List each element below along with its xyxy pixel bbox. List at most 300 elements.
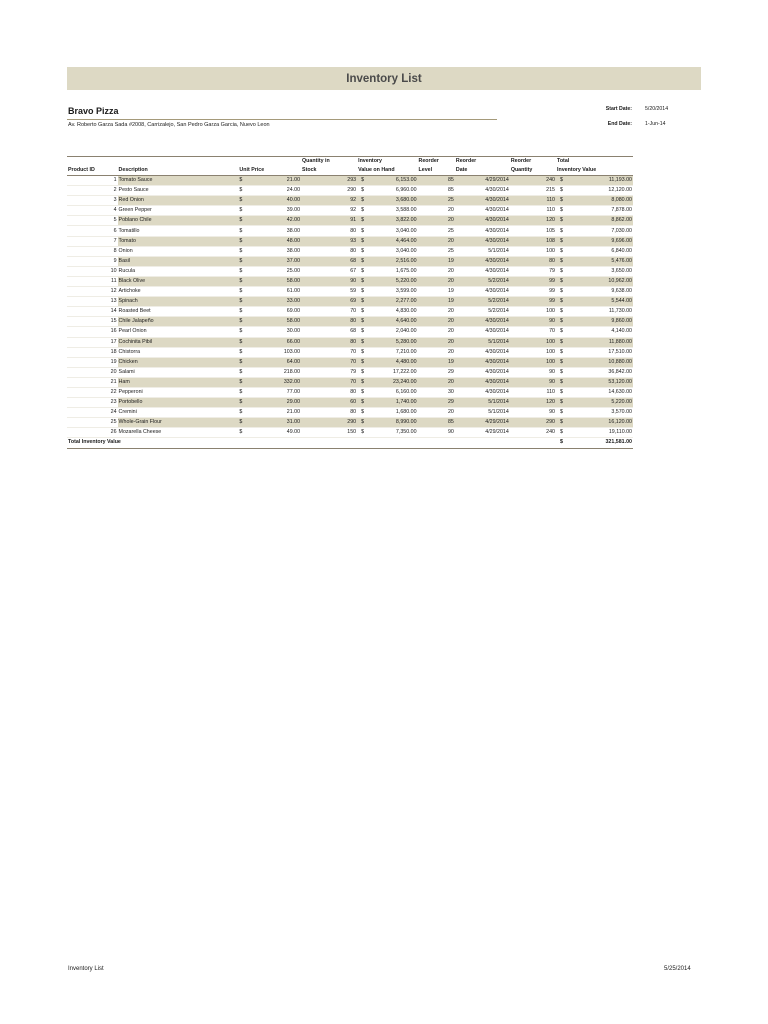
total-currency-cell: $ [556, 387, 567, 397]
unit-price-cell: 38.00 [249, 226, 301, 236]
total-currency-cell: $ [556, 337, 567, 347]
table-row [67, 246, 633, 256]
product-id-cell: 22 [67, 387, 118, 397]
table-row [67, 226, 633, 236]
unit-price-currency: $ [238, 276, 249, 286]
unit-price-currency: $ [238, 387, 249, 397]
product-id-cell: 6 [67, 226, 118, 236]
unit-price-cell: 218.00 [249, 367, 301, 377]
total-value-cell: 8,862.00 [567, 216, 633, 226]
description-cell: Portobello [118, 398, 239, 408]
quantity-cell: 67 [301, 266, 357, 276]
unit-price-cell: 30.00 [249, 327, 301, 337]
unit-price-cell: 66.00 [249, 337, 301, 347]
reorder-level-cell: 20 [418, 317, 455, 327]
footer-title: Inventory List [68, 966, 104, 972]
table-row [67, 317, 633, 327]
end-date-label: End Date: [607, 121, 632, 127]
footer-date: 5/25/2014 [664, 966, 691, 972]
description-cell: Chicken [118, 357, 239, 367]
product-id-cell: 10 [67, 266, 118, 276]
quantity-cell: 290 [301, 418, 357, 428]
value-on-hand-cell: 1,680.00 [368, 408, 417, 418]
value-on-hand-cell: 17,222.00 [368, 367, 417, 377]
table-row [67, 337, 633, 347]
product-id-cell: 4 [67, 206, 118, 216]
table-row [67, 206, 633, 216]
product-id-cell: 14 [67, 307, 118, 317]
header-reorder-level-top: Reorder [418, 158, 439, 164]
product-id-cell: 12 [67, 287, 118, 297]
reorder-date-cell: 5/1/2014 [455, 408, 510, 418]
reorder-date-cell: 4/30/2014 [455, 216, 510, 226]
total-currency-cell: $ [556, 307, 567, 317]
total-value-cell: 8,080.00 [567, 196, 633, 206]
total-value-cell: 11,193.00 [567, 176, 633, 186]
reorder-level-cell: 19 [418, 287, 455, 297]
header-description: Description [118, 166, 239, 176]
value-currency: $ [357, 347, 368, 357]
description-cell: Mozarella Cheese [118, 428, 239, 438]
unit-price-currency: $ [238, 347, 249, 357]
total-currency-cell: $ [556, 317, 567, 327]
unit-price-currency: $ [238, 398, 249, 408]
table-row [67, 327, 633, 337]
reorder-quantity-cell: 215 [510, 186, 556, 196]
value-currency: $ [357, 327, 368, 337]
total-currency-cell: $ [556, 377, 567, 387]
total-currency-cell: $ [556, 196, 567, 206]
reorder-date-cell: 4/30/2014 [455, 226, 510, 236]
description-cell: Tomato Sauce [118, 176, 239, 186]
quantity-cell: 68 [301, 256, 357, 266]
product-id-cell: 1 [67, 176, 118, 186]
total-value-cell: 16,120.00 [567, 418, 633, 428]
quantity-cell: 80 [301, 387, 357, 397]
value-on-hand-cell: 5,280.00 [368, 337, 417, 347]
header-reorder-qty-top: Reorder [510, 158, 532, 164]
reorder-level-cell: 20 [418, 337, 455, 347]
unit-price-cell: 103.00 [249, 347, 301, 357]
table-row [67, 256, 633, 266]
total-currency-cell: $ [556, 206, 567, 216]
total-value-cell: 19,110.00 [567, 428, 633, 438]
product-id-cell: 24 [67, 408, 118, 418]
unit-price-currency: $ [238, 327, 249, 337]
product-id-cell: 13 [67, 297, 118, 307]
value-on-hand-cell: 3,822.00 [368, 216, 417, 226]
quantity-cell: 59 [301, 287, 357, 297]
unit-price-cell: 42.00 [249, 216, 301, 226]
total-currency-cell: $ [556, 357, 567, 367]
value-currency: $ [357, 418, 368, 428]
total-value-cell: 12,120.00 [567, 186, 633, 196]
quantity-cell: 293 [301, 176, 357, 186]
value-on-hand-cell: 3,040.00 [368, 246, 417, 256]
value-on-hand-cell: 6,960.00 [368, 186, 417, 196]
value-on-hand-cell: 2,040.00 [368, 327, 417, 337]
value-on-hand-cell: 4,830.00 [368, 307, 417, 317]
unit-price-cell: 39.00 [249, 206, 301, 216]
reorder-quantity-cell: 110 [510, 206, 556, 216]
reorder-level-cell: 20 [418, 377, 455, 387]
quantity-cell: 80 [301, 317, 357, 327]
quantity-cell: 80 [301, 337, 357, 347]
page-title: Inventory List [346, 72, 422, 85]
product-id-cell: 2 [67, 186, 118, 196]
description-cell: Salami [118, 367, 239, 377]
total-currency-cell: $ [556, 327, 567, 337]
value-on-hand-cell: 3,040.00 [368, 226, 417, 236]
reorder-date-cell: 4/30/2014 [455, 186, 510, 196]
total-value: 321,581.00 [567, 438, 633, 448]
total-value-cell: 9,860.00 [567, 317, 633, 327]
value-currency: $ [357, 236, 368, 246]
unit-price-cell: 332.00 [249, 377, 301, 387]
total-value-cell: 10,880.00 [567, 357, 633, 367]
reorder-quantity-cell: 240 [510, 176, 556, 186]
value-currency: $ [357, 276, 368, 286]
total-value-cell: 53,120.00 [567, 377, 633, 387]
quantity-cell: 80 [301, 408, 357, 418]
header-inventory-top: Inventory [358, 158, 382, 164]
total-value-cell: 5,544.00 [567, 297, 633, 307]
table-row [67, 307, 633, 317]
reorder-quantity-cell: 90 [510, 317, 556, 327]
reorder-quantity-cell: 100 [510, 307, 556, 317]
reorder-level-cell: 20 [418, 206, 455, 216]
reorder-quantity-cell: 79 [510, 266, 556, 276]
quantity-cell: 93 [301, 236, 357, 246]
reorder-quantity-cell: 105 [510, 226, 556, 236]
unit-price-currency: $ [238, 176, 249, 186]
description-cell: Ham [118, 377, 239, 387]
value-on-hand-cell: 4,640.00 [368, 317, 417, 327]
unit-price-currency: $ [238, 297, 249, 307]
total-value-cell: 14,630.00 [567, 387, 633, 397]
reorder-level-cell: 20 [418, 266, 455, 276]
table-body [67, 176, 633, 438]
quantity-cell: 70 [301, 377, 357, 387]
reorder-level-cell: 29 [418, 367, 455, 377]
reorder-date-cell: 4/29/2014 [455, 428, 510, 438]
table-row [67, 216, 633, 226]
reorder-date-cell: 4/30/2014 [455, 367, 510, 377]
unit-price-currency: $ [238, 377, 249, 387]
unit-price-currency: $ [238, 216, 249, 226]
quantity-cell: 290 [301, 186, 357, 196]
reorder-date-cell: 5/2/2014 [455, 276, 510, 286]
unit-price-currency: $ [238, 428, 249, 438]
total-currency-cell: $ [556, 186, 567, 196]
value-on-hand-cell: 3,680.00 [368, 196, 417, 206]
product-id-cell: 19 [67, 357, 118, 367]
description-cell: Red Onion [118, 196, 239, 206]
total-value-cell: 9,696.00 [567, 236, 633, 246]
unit-price-cell: 37.00 [249, 256, 301, 266]
description-cell: Pesto Sauce [118, 186, 239, 196]
unit-price-currency: $ [238, 206, 249, 216]
header-quantity-bottom: Stock [301, 166, 357, 176]
description-cell: Tomato [118, 236, 239, 246]
total-value-cell: 11,880.00 [567, 337, 633, 347]
reorder-level-cell: 85 [418, 186, 455, 196]
value-currency: $ [357, 266, 368, 276]
total-currency-cell: $ [556, 408, 567, 418]
company-address: Av. Roberto Garza Sada #2008, Carrizalejo, San Pedro Garza Garcia, Nuevo Leon [68, 122, 270, 128]
total-value-cell: 36,842.00 [567, 367, 633, 377]
company-name: Bravo Pizza [68, 106, 119, 116]
product-id-cell: 17 [67, 337, 118, 347]
value-on-hand-cell: 8,990.00 [368, 418, 417, 428]
value-currency: $ [357, 196, 368, 206]
reorder-date-cell: 4/30/2014 [455, 387, 510, 397]
unit-price-cell: 21.00 [249, 176, 301, 186]
value-on-hand-cell: 2,516.00 [368, 256, 417, 266]
description-cell: Pearl Onion [118, 327, 239, 337]
reorder-level-cell: 20 [418, 236, 455, 246]
unit-price-cell: 49.00 [249, 428, 301, 438]
unit-price-currency: $ [238, 357, 249, 367]
header-total-top: Total [556, 158, 570, 164]
total-currency-cell: $ [556, 347, 567, 357]
reorder-quantity-cell: 99 [510, 276, 556, 286]
reorder-quantity-cell: 100 [510, 337, 556, 347]
value-on-hand-cell: 2,277.00 [368, 297, 417, 307]
total-value-cell: 7,030.00 [567, 226, 633, 236]
reorder-date-cell: 4/30/2014 [455, 266, 510, 276]
quantity-cell: 60 [301, 398, 357, 408]
reorder-quantity-cell: 100 [510, 357, 556, 367]
reorder-date-cell: 5/2/2014 [455, 297, 510, 307]
unit-price-currency: $ [238, 317, 249, 327]
description-cell: Black Olive [118, 276, 239, 286]
reorder-quantity-cell: 100 [510, 347, 556, 357]
table-row [67, 408, 633, 418]
reorder-level-cell: 85 [418, 418, 455, 428]
reorder-quantity-cell: 110 [510, 196, 556, 206]
product-id-cell: 23 [67, 398, 118, 408]
value-on-hand-cell: 7,350.00 [368, 428, 417, 438]
total-value-cell: 6,840.00 [567, 246, 633, 256]
reorder-level-cell: 30 [418, 387, 455, 397]
reorder-quantity-cell: 290 [510, 418, 556, 428]
divider [67, 119, 497, 120]
reorder-date-cell: 5/1/2014 [455, 246, 510, 256]
total-currency-cell: $ [556, 236, 567, 246]
total-value-cell: 3,570.00 [567, 408, 633, 418]
reorder-level-cell: 25 [418, 246, 455, 256]
total-value-cell: 5,220.00 [567, 398, 633, 408]
reorder-quantity-cell: 99 [510, 287, 556, 297]
total-value-cell: 3,650.00 [567, 266, 633, 276]
table-row [67, 236, 633, 246]
table-row [67, 428, 633, 438]
unit-price-currency: $ [238, 367, 249, 377]
quantity-cell: 92 [301, 206, 357, 216]
reorder-quantity-cell: 90 [510, 367, 556, 377]
header-reorder-level-bottom: Level [418, 166, 455, 176]
value-currency: $ [357, 226, 368, 236]
value-currency: $ [357, 297, 368, 307]
reorder-level-cell: 20 [418, 347, 455, 357]
reorder-level-cell: 19 [418, 256, 455, 266]
product-id-cell: 8 [67, 246, 118, 256]
header-inventory-bottom: Value on Hand [357, 166, 417, 176]
value-on-hand-cell: 6,160.00 [368, 387, 417, 397]
reorder-level-cell: 20 [418, 216, 455, 226]
unit-price-cell: 24.00 [249, 186, 301, 196]
unit-price-cell: 29.00 [249, 398, 301, 408]
start-date-label: Start Date: [605, 106, 632, 112]
reorder-quantity-cell: 100 [510, 246, 556, 256]
unit-price-currency: $ [238, 246, 249, 256]
total-row [67, 438, 633, 448]
reorder-level-cell: 20 [418, 327, 455, 337]
unit-price-cell: 40.00 [249, 196, 301, 206]
value-currency: $ [357, 377, 368, 387]
reorder-date-cell: 4/30/2014 [455, 196, 510, 206]
value-on-hand-cell: 1,740.00 [368, 398, 417, 408]
total-currency-cell: $ [556, 428, 567, 438]
table-row [67, 377, 633, 387]
product-id-cell: 16 [67, 327, 118, 337]
unit-price-currency: $ [238, 408, 249, 418]
unit-price-currency: $ [238, 256, 249, 266]
unit-price-currency: $ [238, 186, 249, 196]
reorder-level-cell: 19 [418, 297, 455, 307]
total-value-cell: 4,140.00 [567, 327, 633, 337]
product-id-cell: 11 [67, 276, 118, 286]
quantity-cell: 80 [301, 246, 357, 256]
total-currency-cell: $ [556, 287, 567, 297]
total-value-cell: 5,476.00 [567, 256, 633, 266]
description-cell: Roasted Beet [118, 307, 239, 317]
reorder-date-cell: 4/30/2014 [455, 317, 510, 327]
reorder-quantity-cell: 99 [510, 297, 556, 307]
value-currency: $ [357, 186, 368, 196]
quantity-cell: 92 [301, 196, 357, 206]
total-value-cell: 9,638.00 [567, 287, 633, 297]
title-bar [67, 67, 701, 90]
reorder-level-cell: 19 [418, 357, 455, 367]
unit-price-cell: 38.00 [249, 246, 301, 256]
product-id-cell: 3 [67, 196, 118, 206]
description-cell: Tomatillo [118, 226, 239, 236]
unit-price-cell: 58.00 [249, 276, 301, 286]
total-currency-cell: $ [556, 226, 567, 236]
description-cell: Onion [118, 246, 239, 256]
unit-price-cell: 64.00 [249, 357, 301, 367]
unit-price-currency: $ [238, 236, 249, 246]
total-value-cell: 11,730.00 [567, 307, 633, 317]
table-row [67, 297, 633, 307]
total-label: Total Inventory Value [67, 438, 301, 448]
end-date-value: 1-Jun-14 [645, 121, 666, 127]
value-on-hand-cell: 5,220.00 [368, 276, 417, 286]
value-on-hand-cell: 3,588.00 [368, 206, 417, 216]
total-value-cell: 7,878.00 [567, 206, 633, 216]
unit-price-cell: 61.00 [249, 287, 301, 297]
total-currency-cell: $ [556, 398, 567, 408]
value-on-hand-cell: 7,210.00 [368, 347, 417, 357]
header-total-bottom: Inventory Value [556, 166, 633, 176]
table-row [67, 357, 633, 367]
description-cell: Spinach [118, 297, 239, 307]
reorder-date-cell: 4/29/2014 [455, 418, 510, 428]
unit-price-cell: 25.00 [249, 266, 301, 276]
quantity-cell: 80 [301, 226, 357, 236]
reorder-date-cell: 4/30/2014 [455, 377, 510, 387]
value-on-hand-cell: 6,153.00 [368, 176, 417, 186]
description-cell: Cochinita Pibil [118, 337, 239, 347]
quantity-cell: 91 [301, 216, 357, 226]
description-cell: Poblano Chile [118, 216, 239, 226]
table-row [67, 287, 633, 297]
reorder-quantity-cell: 90 [510, 408, 556, 418]
reorder-quantity-cell: 120 [510, 398, 556, 408]
unit-price-currency: $ [238, 418, 249, 428]
total-currency-cell: $ [556, 266, 567, 276]
value-currency: $ [357, 307, 368, 317]
table-row [67, 196, 633, 206]
quantity-cell: 68 [301, 327, 357, 337]
reorder-level-cell: 25 [418, 196, 455, 206]
quantity-cell: 70 [301, 347, 357, 357]
reorder-quantity-cell: 240 [510, 428, 556, 438]
unit-price-cell: 77.00 [249, 387, 301, 397]
quantity-cell: 69 [301, 297, 357, 307]
unit-price-currency: $ [238, 337, 249, 347]
reorder-date-cell: 5/2/2014 [455, 307, 510, 317]
unit-price-cell: 69.00 [249, 307, 301, 317]
reorder-level-cell: 20 [418, 276, 455, 286]
total-currency-cell: $ [556, 367, 567, 377]
reorder-date-cell: 4/30/2014 [455, 256, 510, 266]
description-cell: Rucula [118, 266, 239, 276]
reorder-date-cell: 4/30/2014 [455, 236, 510, 246]
value-currency: $ [357, 387, 368, 397]
value-currency: $ [357, 317, 368, 327]
header-reorder-qty-bottom: Quantity [510, 166, 556, 176]
description-cell: Chistorra [118, 347, 239, 357]
unit-price-cell: 31.00 [249, 418, 301, 428]
unit-price-cell: 21.00 [249, 408, 301, 418]
table-row [67, 186, 633, 196]
unit-price-currency: $ [238, 307, 249, 317]
reorder-level-cell: 29 [418, 398, 455, 408]
reorder-date-cell: 4/30/2014 [455, 206, 510, 216]
product-id-cell: 7 [67, 236, 118, 246]
value-currency: $ [357, 256, 368, 266]
value-currency: $ [357, 206, 368, 216]
unit-price-cell: 48.00 [249, 236, 301, 246]
value-on-hand-cell: 4,464.00 [368, 236, 417, 246]
value-currency: $ [357, 176, 368, 186]
table-row [67, 266, 633, 276]
reorder-quantity-cell: 110 [510, 387, 556, 397]
product-id-cell: 20 [67, 367, 118, 377]
value-on-hand-cell: 23,240.00 [368, 377, 417, 387]
inventory-table [67, 156, 633, 449]
unit-price-cell: 58.00 [249, 317, 301, 327]
header-unit-price: Unit Price [238, 166, 301, 176]
reorder-level-cell: 20 [418, 408, 455, 418]
total-value-cell: 17,510.00 [567, 347, 633, 357]
value-currency: $ [357, 216, 368, 226]
reorder-date-cell: 4/29/2014 [455, 176, 510, 186]
unit-price-cell: 33.00 [249, 297, 301, 307]
